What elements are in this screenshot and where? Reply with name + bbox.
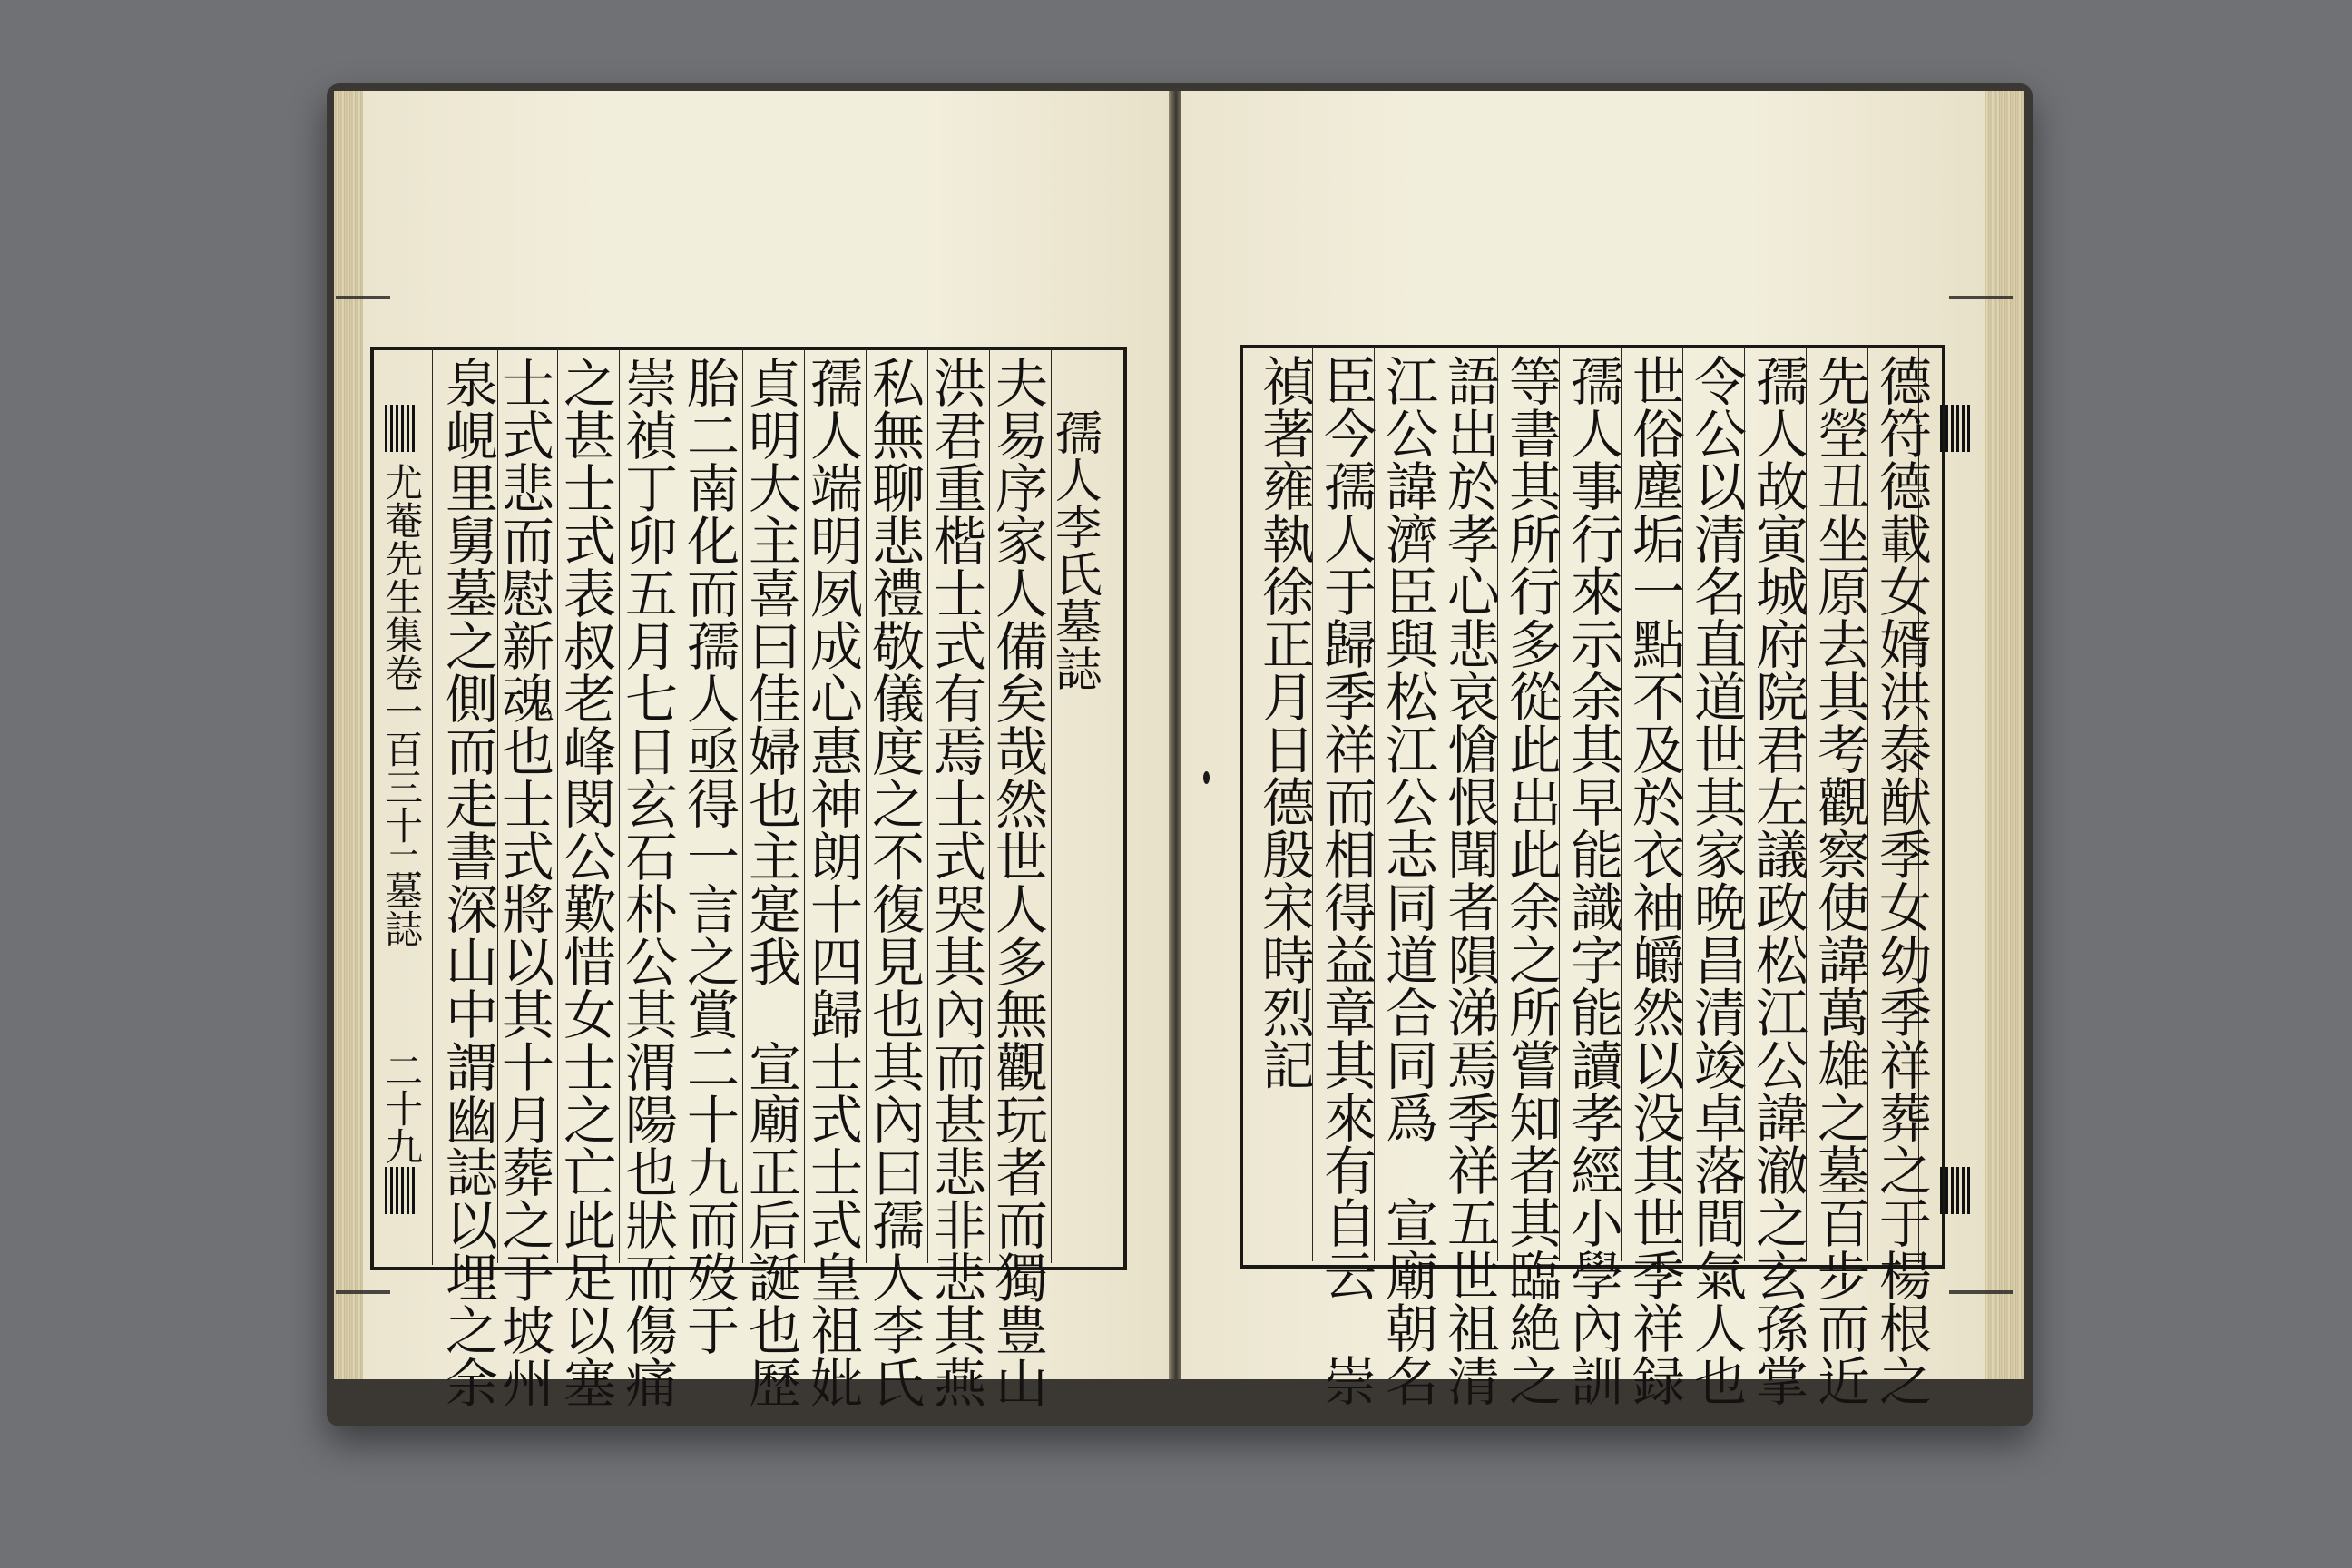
text-column: 洪君重楷士式有焉士式哭其內而甚悲非悲其燕 [924, 356, 986, 1408]
text-column: 令公以清名直道世其家晩昌清竣卓落間氣人也 [1684, 354, 1747, 1406]
text-column: 夫易序家人備矣哉然世人多無觀玩者而獨豊山 [985, 356, 1048, 1408]
text-column: 臣今孺人于歸季祥而相得益章其來有自云 崇 [1314, 354, 1377, 1406]
fishtail-mark-top [1940, 405, 1971, 452]
right-page [1181, 91, 1985, 1406]
column-rule [1051, 348, 1052, 1263]
text-column: 江公諱濟臣與松江公志同道合同爲 宣廟朝名 [1376, 354, 1438, 1406]
binding-thread [1949, 1290, 2013, 1294]
text-column: 孺人端明夙成心惠神朗十四歸士式士式皇祖妣 [800, 356, 863, 1408]
text-column: 禎著雍執徐正月日德殷宋時烈記 [1252, 354, 1315, 1091]
column-rule [1312, 347, 1313, 1261]
text-column: 孺人事行來示余其早能識字能讀孝經小學內訓 [1561, 354, 1623, 1406]
column-rule [1867, 347, 1868, 1261]
text-column: 私無聊悲禮敬儀度之不復見也其內曰孺人李氏 [862, 356, 925, 1408]
column-rule [497, 348, 498, 1263]
text-column: 語出於孝心悲哀愴恨聞者隕涕焉季祥五世祖清 [1437, 354, 1500, 1406]
left-page [363, 91, 1171, 1408]
fishtail-mark-top [385, 405, 416, 452]
column-rule [742, 348, 743, 1263]
column-rule [1559, 347, 1560, 1261]
text-column-title: 孺人李氏墓誌 [1046, 408, 1102, 691]
column-rule [1744, 347, 1745, 1261]
left-page-edges [334, 91, 365, 1379]
column-rule [866, 348, 867, 1263]
band-rule [432, 348, 433, 1265]
column-rule [927, 348, 928, 1263]
fishtail-mark-bottom [385, 1167, 416, 1214]
band-title: 尤菴先生集卷一百三十二 [379, 463, 425, 882]
text-column: 士式悲而慰新魂也士式將以其十月葬之于坡州 [492, 356, 554, 1408]
text-column: 德符德載女婿洪泰猷季女幼季祥葬之于楊根之 [1869, 354, 1932, 1406]
text-column: 之甚士式表叔老峰閔公歎惜女士之亡此足以塞 [554, 356, 616, 1408]
right-page-edges [1984, 91, 2024, 1379]
fishtail-mark-bottom [1940, 1167, 1971, 1214]
text-column: 泉峴里舅墓之側而走書深山中謂幽誌以埋之余 [436, 356, 498, 1408]
text-column: 先塋丑坐原去其考觀察使諱萬雄之墓百步而近 [1808, 354, 1870, 1406]
column-rule [1682, 347, 1683, 1261]
column-rule [1497, 347, 1498, 1261]
column-rule [1374, 347, 1375, 1261]
ink-spot [1203, 771, 1210, 784]
binding-thread [1949, 296, 2013, 299]
column-rule [557, 348, 558, 1263]
band-page-number: 二十九 [379, 1051, 425, 1165]
binding-thread [336, 296, 390, 299]
column-rule [1621, 347, 1622, 1261]
band-section: 墓誌 [379, 871, 425, 947]
text-column: 世俗塵垢一點不及於衣袖皭然以没其世季祥録 [1622, 354, 1685, 1406]
text-column: 等書其所行多從此出此余之所嘗知者其臨絶之 [1499, 354, 1562, 1406]
column-rule [619, 348, 620, 1263]
column-rule [1806, 347, 1807, 1261]
text-column: 貞明大主喜曰佳婦也主寔我 宣廟正后誕也歷 [739, 356, 801, 1408]
text-column: 胎二南化而孺人亟得一言之賞二十九而歿于 [677, 356, 740, 1356]
column-rule [804, 348, 805, 1263]
text-column: 崇禎丁卯五月七日玄石朴公其渭陽也狀而傷痛 [615, 356, 678, 1408]
binding-thread [336, 1290, 390, 1294]
text-column: 孺人故寅城府院君左議政松江公諱澈之玄孫掌 [1746, 354, 1808, 1406]
column-rule [989, 348, 990, 1263]
